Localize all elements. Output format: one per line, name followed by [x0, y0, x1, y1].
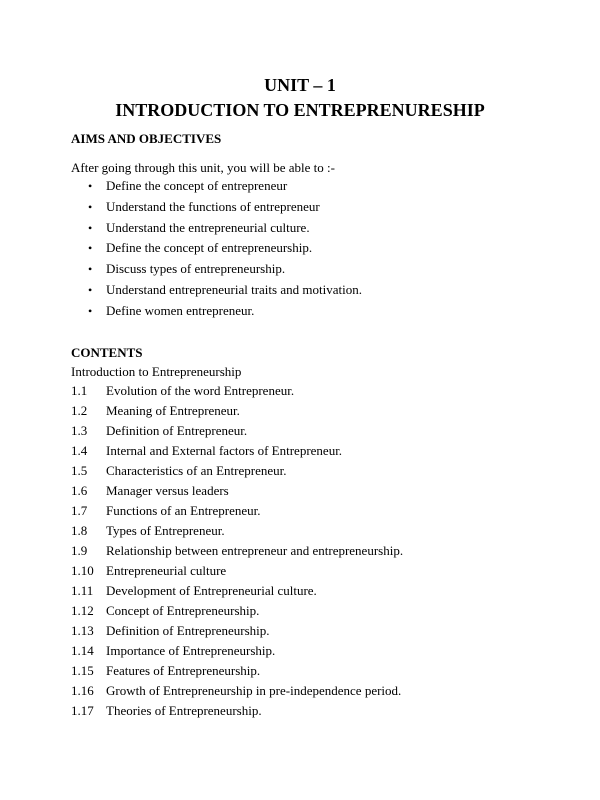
contents-item-number: 1.10 [71, 563, 94, 578]
contents-item-number: 1.1 [71, 383, 88, 398]
contents-item-number: 1.9 [71, 543, 88, 558]
contents-item-text: Manager versus leaders [106, 483, 229, 498]
contents-item-number: 1.2 [71, 403, 88, 418]
contents-item-number: 1.8 [71, 523, 88, 538]
aims-intro-text: After going through this unit, you will be able to :- [71, 160, 335, 175]
bullet-icon: • [88, 241, 93, 256]
unit-title: UNIT – 1 [264, 75, 336, 95]
contents-item-text: Internal and External factors of Entrepreneur. [106, 443, 343, 458]
contents-item-number: 1.16 [71, 683, 94, 698]
contents-item-number: 1.12 [71, 603, 94, 618]
aims-item-text: Define the concept of entrepreneur [106, 178, 288, 193]
contents-item-number: 1.15 [71, 663, 94, 678]
contents-item-text: Concept of Entrepreneurship. [106, 603, 260, 618]
contents-item-text: Definition of Entrepreneur. [106, 423, 248, 438]
contents-item-text: Relationship between entrepreneur and entrepreneurship. [106, 543, 404, 558]
contents-item-text: Entrepreneurial culture [106, 563, 227, 578]
contents-item-number: 1.14 [71, 643, 94, 658]
aims-item-text: Understand the functions of entrepreneur [106, 198, 320, 214]
contents-item-text: Development of Entrepreneurial culture. [106, 583, 317, 598]
aims-item-text: Understand the entrepreneurial culture. [106, 219, 310, 235]
contents-item-text: Features of Entrepreneurship. [106, 663, 261, 678]
contents-item-text: Importance of Entrepreneurship. [106, 643, 276, 658]
contents-item-text: Theories of Entrepreneurship. [106, 703, 262, 718]
contents-item-number: 1.13 [71, 623, 94, 638]
contents-item-text: Functions of an Entrepreneur. [106, 503, 261, 518]
bullet-icon: • [88, 199, 93, 214]
contents-item-number: 1.4 [71, 443, 88, 458]
contents-item-number: 1.7 [71, 503, 88, 518]
contents-item-text: Types of Entrepreneur. [106, 523, 225, 538]
contents-item-text: Characteristics of an Entrepreneur. [106, 463, 287, 478]
contents-item-text: Evolution of the word Entrepreneur. [106, 383, 295, 398]
contents-intro-text: Introduction to Entrepreneurship [71, 364, 242, 379]
bullet-icon: • [88, 303, 93, 318]
aims-item-text: Understand entrepreneurial traits and motivation. [106, 281, 362, 297]
contents-item-number: 1.3 [71, 423, 88, 438]
aims-heading: AIMS AND OBJECTIVES [71, 131, 222, 146]
bullet-icon: • [88, 179, 93, 193]
aims-item-text: Define the concept of entrepreneurship. [106, 240, 313, 256]
page-title: INTRODUCTION TO ENTREPRENURESHIP [115, 100, 485, 120]
contents-item-text: Growth of Entrepreneurship in pre-independence period. [106, 683, 402, 698]
contents-heading: CONTENTS [71, 345, 143, 360]
contents-item-number: 1.6 [71, 483, 88, 498]
bullet-icon: • [88, 220, 93, 235]
contents-item-text: Meaning of Entrepreneur. [106, 403, 240, 418]
bullet-icon: • [88, 282, 93, 297]
contents-item-number: 1.17 [71, 703, 94, 718]
bullet-icon: • [88, 262, 93, 277]
contents-item-text: Definition of Entrepreneurship. [106, 623, 270, 638]
contents-item-number: 1.5 [71, 463, 88, 478]
aims-item-text: Discuss types of entrepreneurship. [106, 261, 286, 277]
aims-item-text: Define women entrepreneur. [106, 302, 255, 318]
contents-item-number: 1.11 [71, 583, 94, 598]
